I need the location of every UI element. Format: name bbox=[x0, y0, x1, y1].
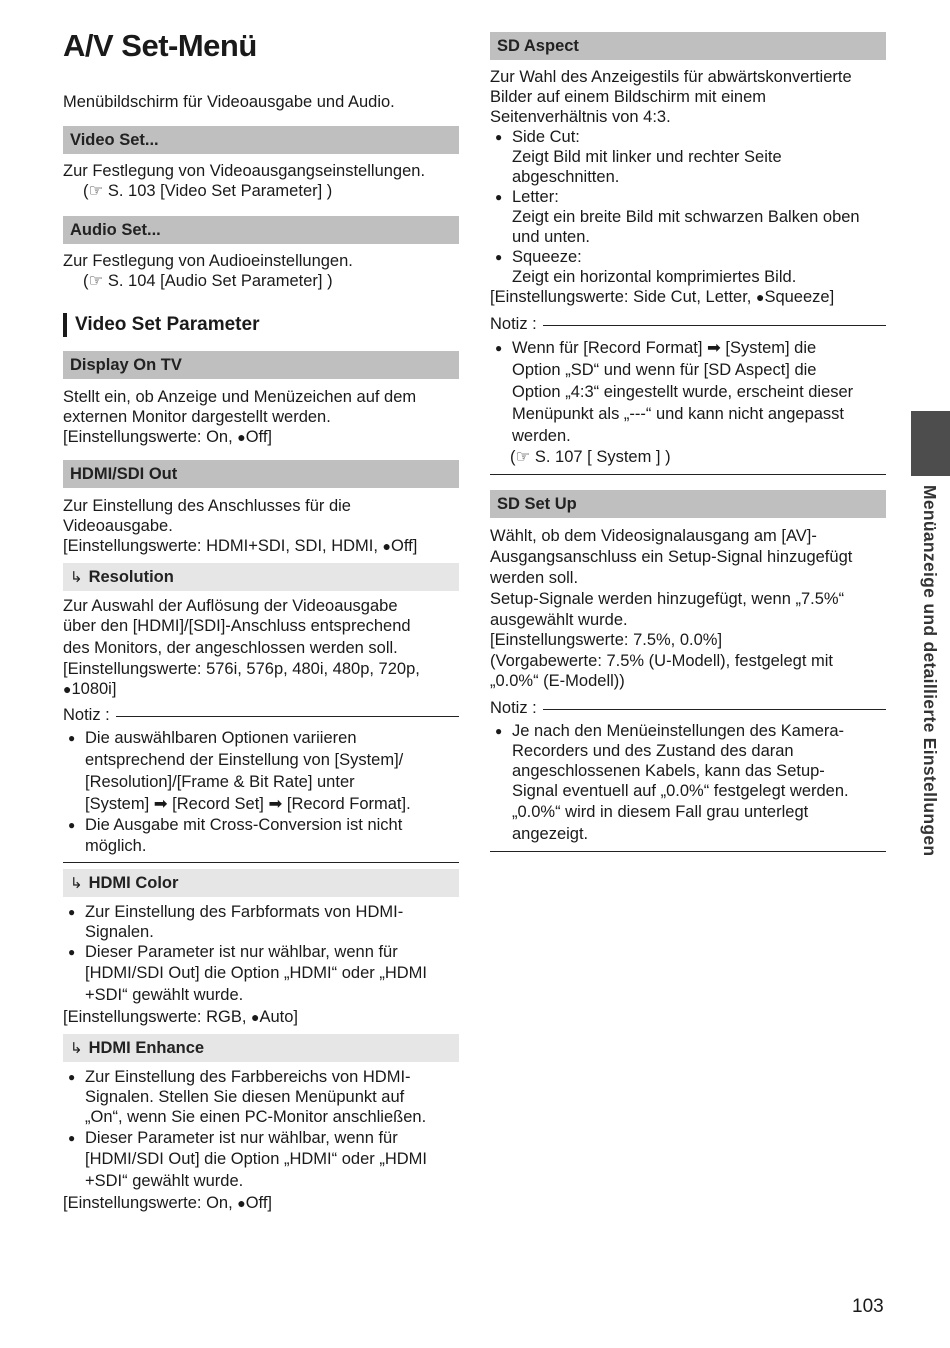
sd-set-up-line-8: „0.0%“ (E-Modell)) bbox=[490, 672, 625, 690]
hdmi-enhance-bullets bbox=[63, 1067, 459, 1192]
resolution-notes bbox=[63, 728, 459, 857]
list-item bbox=[490, 187, 886, 247]
hdmi-sdi-out-line-1: Zur Einstellung des Anschlusses für die bbox=[63, 497, 351, 515]
sd-set-up-line-2: Ausgangsanschluss ein Setup-Signal hinzugefügt bbox=[490, 548, 853, 566]
note-line: angeschlossenen Kabels, kann das Setup- bbox=[512, 762, 825, 780]
option-desc: und unten. bbox=[512, 228, 590, 246]
sd-aspect-line-2: Bilder auf einem Bildschirm mit einem bbox=[490, 88, 767, 106]
hdmi-color-heading bbox=[63, 869, 459, 897]
sd-aspect-notes bbox=[490, 337, 886, 447]
hdmi-enhance-heading-label: HDMI Enhance bbox=[88, 1039, 205, 1057]
values-suffix: Auto] bbox=[259, 1008, 298, 1026]
note-label-text: Notiz : bbox=[490, 699, 537, 717]
list-item bbox=[63, 1128, 459, 1192]
sd-set-up-notes bbox=[490, 721, 886, 845]
default-dot-icon: ● bbox=[382, 538, 392, 554]
resolution-heading bbox=[63, 563, 459, 591]
list-item bbox=[63, 942, 459, 1006]
note-line: Menüpunkt als „---“ und kann nicht angepasst bbox=[512, 405, 845, 423]
bullet-line: [HDMI/SDI Out] die Option „HDMI“ oder „HDMI bbox=[85, 1150, 427, 1168]
option-desc: abgeschnitten. bbox=[512, 168, 620, 186]
list-item bbox=[63, 1067, 459, 1128]
video-param-heading: Video Set Parameter bbox=[63, 313, 259, 337]
note-line: angezeigt. bbox=[512, 825, 589, 843]
option-desc: Zeigt ein breite Bild mit schwarzen Balken oben bbox=[512, 208, 860, 226]
sub-arrow-icon: ↳ bbox=[70, 569, 83, 586]
note-line: ● Je nach den Menüeinstellungen des Kamera- bbox=[512, 722, 845, 740]
list-item bbox=[490, 127, 886, 187]
video-set-text: Zur Festlegung von Videoausgangseinstellungen. bbox=[63, 162, 426, 180]
sd-set-up-line-5: ausgewählt wurde. bbox=[490, 611, 628, 629]
note-line: ● Wenn für [Record Format] ➡ [System] die bbox=[512, 339, 817, 357]
resolution-line-2: über den [HDMI]/[SDI]-Anschluss entsprechend bbox=[63, 617, 411, 635]
sd-aspect-values bbox=[490, 287, 886, 307]
values-suffix: Off] bbox=[245, 428, 273, 446]
display-on-tv-line-1: Stellt ein, ob Anzeige und Menüzeichen auf dem bbox=[63, 388, 417, 406]
sub-arrow-icon: ↳ bbox=[70, 875, 83, 892]
hdmi-color-heading-label: HDMI Color bbox=[88, 874, 179, 892]
hdmi-enhance-section bbox=[63, 1034, 459, 1214]
hdmi-sdi-out-section bbox=[63, 460, 459, 556]
sd-set-up-line-6: [Einstellungswerte: 7.5%, 0.0%] bbox=[490, 631, 723, 649]
bullet-line: Signalen. bbox=[85, 923, 154, 941]
option-desc: Zeigt ein horizontal komprimiertes Bild. bbox=[512, 268, 797, 286]
hdmi-sdi-out-values bbox=[63, 536, 459, 556]
sd-aspect-line-3: Seitenverhältnis von 4:3. bbox=[490, 108, 671, 126]
default-dot-icon: ● bbox=[755, 289, 765, 305]
bullet-line: ● Zur Einstellung des Farbbereichs von HDMI- bbox=[85, 1068, 411, 1086]
note-line: Recorders und des Zustand des daran bbox=[512, 742, 794, 760]
note-line: Signal eventuell auf „0.0%“ festgelegt werden. bbox=[512, 782, 849, 800]
list-item bbox=[490, 721, 886, 845]
audio-set-heading: Audio Set... bbox=[63, 216, 459, 244]
note-rule bbox=[543, 709, 886, 710]
sd-aspect-note-label bbox=[490, 314, 886, 334]
display-on-tv-values bbox=[63, 427, 459, 447]
values-suffix: Squeeze] bbox=[764, 288, 835, 306]
values-prefix: [Einstellungswerte: HDMI+SDI, SDI, HDMI, bbox=[63, 537, 383, 555]
hdmi-sdi-out-line-2: Videoausgabe. bbox=[63, 517, 173, 535]
hdmi-color-bullets bbox=[63, 902, 459, 1006]
sd-set-up-note-label bbox=[490, 698, 886, 718]
sd-aspect-line-1: Zur Wahl des Anzeigestils für abwärtskonvertierte bbox=[490, 68, 852, 86]
chapter-tab-marker bbox=[911, 411, 950, 476]
hdmi-color-values bbox=[63, 1006, 459, 1028]
resolution-line-3: des Monitors, der angeschlossen werden soll. bbox=[63, 639, 398, 657]
note-rule bbox=[116, 716, 459, 717]
option-name: ● Squeeze: bbox=[512, 248, 582, 266]
sd-set-up-line-4: Setup-Signale werden hinzugefügt, wenn „7.5%“ bbox=[490, 590, 845, 608]
bullet-line: „On“, wenn Sie einen PC-Monitor anschließen. bbox=[85, 1108, 427, 1126]
display-on-tv-section bbox=[63, 351, 459, 447]
chapter-side-label: Menüanzeige und detaillierte Einstellungen bbox=[920, 485, 940, 857]
values-prefix: [Einstellungswerte: Side Cut, Letter, bbox=[490, 288, 756, 306]
values-suffix: Off] bbox=[391, 537, 418, 555]
list-item bbox=[63, 728, 459, 815]
default-dot-icon: ● bbox=[63, 681, 72, 697]
list-item bbox=[63, 815, 459, 857]
sub-arrow-icon: ↳ bbox=[70, 1040, 83, 1057]
video-set-section bbox=[63, 126, 459, 201]
video-set-ref[interactable]: (☞ S. 103 [Video Set Parameter] ) bbox=[83, 182, 333, 200]
note-end-rule bbox=[490, 851, 886, 852]
bullet-line: +SDI“ gewählt wurde. bbox=[85, 1172, 244, 1190]
values-suffix: 1080i] bbox=[71, 680, 117, 698]
list-item bbox=[490, 337, 886, 447]
note-rule bbox=[543, 325, 886, 326]
page-title: A/V Set-Menü bbox=[63, 28, 257, 63]
audio-set-ref[interactable]: (☞ S. 104 [Audio Set Parameter] ) bbox=[83, 272, 333, 290]
display-on-tv-heading: Display On TV bbox=[63, 351, 459, 379]
resolution-heading-label: Resolution bbox=[88, 568, 174, 586]
sd-set-up-line-1: Wählt, ob dem Videosignalausgang am [AV]- bbox=[490, 527, 817, 545]
default-dot-icon: ● bbox=[237, 1195, 246, 1211]
resolution-values-end bbox=[63, 679, 459, 699]
note-line: ● Die Ausgabe mit Cross-Conversion ist nicht bbox=[85, 816, 403, 834]
sd-aspect-options bbox=[490, 127, 886, 287]
note-line: entsprechend der Einstellung von [System]/ bbox=[85, 751, 404, 769]
note-line: Option „SD“ und wenn für [SD Aspect] die bbox=[512, 361, 817, 379]
note-end-rule bbox=[490, 474, 886, 475]
audio-set-section bbox=[63, 216, 459, 291]
bullet-line: +SDI“ gewählt wurde. bbox=[85, 986, 244, 1004]
bullet-line: ● Zur Einstellung des Farbformats von HDMI- bbox=[85, 903, 404, 921]
note-line: Option „4:3“ eingestellt wurde, erscheint dieser bbox=[512, 383, 854, 401]
resolution-note-label bbox=[63, 705, 459, 725]
sd-set-up-line-3: werden soll. bbox=[490, 569, 579, 587]
values-prefix: [Einstellungswerte: RGB, bbox=[63, 1008, 251, 1026]
sd-aspect-note-ref[interactable]: (☞ S. 107 [ System ] ) bbox=[510, 448, 671, 466]
resolution-line-1: Zur Auswahl der Auflösung der Videoausgabe bbox=[63, 597, 398, 615]
resolution-section bbox=[63, 563, 459, 863]
hdmi-color-section bbox=[63, 869, 459, 1028]
sd-set-up-heading: SD Set Up bbox=[490, 490, 886, 518]
option-desc: Zeigt Bild mit linker und rechter Seite bbox=[512, 148, 782, 166]
bullet-line: ● Dieser Parameter ist nur wählbar, wenn für bbox=[85, 1129, 398, 1147]
sd-aspect-heading: SD Aspect bbox=[490, 32, 886, 60]
values-prefix: [Einstellungswerte: On, bbox=[63, 1194, 238, 1212]
hdmi-sdi-out-heading: HDMI/SDI Out bbox=[63, 460, 459, 488]
sd-aspect-section bbox=[490, 32, 886, 475]
note-line: „0.0%“ wird in diesem Fall grau unterlegt bbox=[512, 803, 809, 821]
bullet-line: [HDMI/SDI Out] die Option „HDMI“ oder „HDMI bbox=[85, 964, 427, 982]
resolution-line-4: [Einstellungswerte: 576i, 576p, 480i, 480p, 720p, bbox=[63, 660, 420, 678]
note-end-rule bbox=[63, 862, 459, 863]
note-line: [Resolution]/[Frame & Bit Rate] unter bbox=[85, 773, 355, 791]
list-item bbox=[490, 247, 886, 287]
list-item bbox=[63, 902, 459, 942]
intro-text: Menübildschirm für Videoausgabe und Audio. bbox=[63, 93, 395, 111]
note-line: werden. bbox=[512, 427, 571, 445]
note-line: möglich. bbox=[85, 837, 147, 855]
default-dot-icon: ● bbox=[251, 1009, 260, 1025]
sd-set-up-section bbox=[490, 490, 886, 852]
audio-set-text: Zur Festlegung von Audioeinstellungen. bbox=[63, 252, 353, 270]
values-prefix: [Einstellungswerte: On, bbox=[63, 428, 238, 446]
option-name: ● Letter: bbox=[512, 188, 559, 206]
bullet-line: Signalen. Stellen Sie diesen Menüpunkt auf bbox=[85, 1088, 405, 1106]
note-line: ● Die auswählbaren Optionen variieren bbox=[85, 729, 357, 747]
video-set-heading: Video Set... bbox=[63, 126, 459, 154]
bullet-line: ● Dieser Parameter ist nur wählbar, wenn für bbox=[85, 943, 398, 961]
note-label-text: Notiz : bbox=[490, 315, 537, 333]
hdmi-enhance-values bbox=[63, 1192, 459, 1214]
display-on-tv-line-2: externen Monitor dargestellt werden. bbox=[63, 408, 331, 426]
page-number: 103 bbox=[852, 1296, 884, 1317]
hdmi-enhance-heading bbox=[63, 1034, 459, 1062]
option-name: ● Side Cut: bbox=[512, 128, 580, 146]
default-dot-icon: ● bbox=[237, 429, 246, 445]
note-label-text: Notiz : bbox=[63, 706, 110, 724]
note-line: [System] ➡ [Record Set] ➡ [Record Format]. bbox=[85, 795, 411, 813]
values-suffix: Off] bbox=[245, 1194, 273, 1212]
sd-set-up-line-7: (Vorgabewerte: 7.5% (U-Modell), festgelegt mit bbox=[490, 652, 833, 670]
